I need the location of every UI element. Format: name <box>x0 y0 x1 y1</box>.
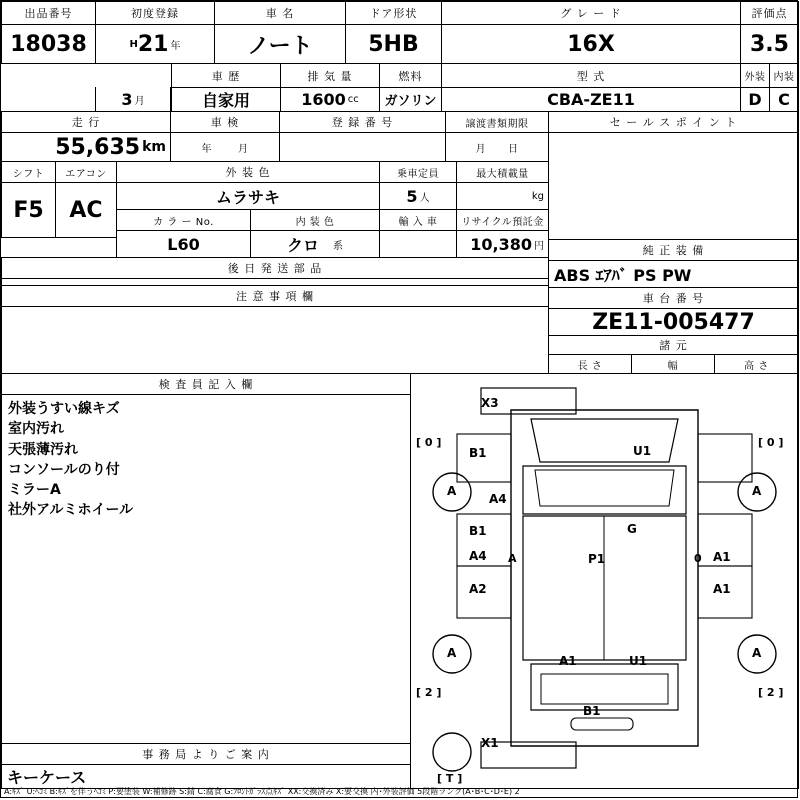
length-label: 長 さ <box>548 354 632 374</box>
mark-a2-lower-left: A2 <box>469 582 487 596</box>
mark-u1-bottom-right: U1 <box>629 654 648 668</box>
max-load-value-cell <box>456 182 549 210</box>
inspector-note-4: コンソールのり付 <box>8 461 120 478</box>
exterior-grade: D <box>740 87 770 112</box>
door-label: ドア形状 <box>345 1 442 25</box>
import-value <box>379 230 457 258</box>
caution-label: 注 意 事 項 欄 <box>1 285 549 307</box>
inspector-note-5: ミラーA <box>8 482 61 499</box>
grade-value: 16X <box>441 24 741 64</box>
legend-footer: A:ｷｽﾞ U:ﾍｺﾐ B:ｷｽﾞを伴うﾍｺﾐ P:要塗装 W:補修跡 S:錆 C:腐食 G:ﾌﾛﾝﾄｶﾞﾗｽ点ｷｽﾞ XX:交換済み X:要交換 内･外装評価 5段階ランク(A･B･C･D･E) 2 <box>4 787 520 796</box>
inspector-note-6: 社外アルミホイール <box>8 502 134 519</box>
mark-a4-mid-left: A4 <box>469 549 487 563</box>
recycle-value-cell <box>456 230 549 258</box>
displacement-label: 排 気 量 <box>280 63 380 88</box>
mark-g-center: G <box>627 522 637 536</box>
grade-label: グ レ ー ド <box>441 1 741 25</box>
car-outline-svg <box>411 374 798 788</box>
ext-color-value: ムラサキ <box>116 182 380 210</box>
office-value: キーケース <box>1 764 411 789</box>
sales-point-value <box>548 132 799 240</box>
reg-no-label: 登 録 番 号 <box>279 111 446 133</box>
genuine-equip-value: ABS ｴｱﾊﾞ PS PW <box>548 260 799 288</box>
mark-zero-left: A <box>508 552 517 565</box>
shaken-value-cell <box>170 132 280 162</box>
mark-bracket-right-top: [ 0 ] <box>758 436 784 449</box>
inspector-label: 検 査 員 記 入 欄 <box>1 373 411 395</box>
wheel-mark-front-right: A <box>752 484 762 498</box>
genuine-equip-label: 純 正 装 備 <box>548 239 799 261</box>
interior-grade: C <box>769 87 799 112</box>
car-damage-diagram <box>410 373 799 789</box>
mileage-label: 走 行 <box>1 111 171 133</box>
ac-label: エアコン <box>55 161 117 183</box>
reg-no-value <box>279 132 446 162</box>
first-reg-month <box>95 87 171 112</box>
int-color-value-cell <box>250 230 380 258</box>
seats-label: 乗車定員 <box>379 161 457 183</box>
transfer-label: 譲渡書類期限 <box>445 111 549 133</box>
mark-p1-center: P1 <box>588 552 606 566</box>
shift-value: F5 <box>1 182 56 238</box>
int-color-value: クロ <box>286 235 319 255</box>
recycle-unit: 円 <box>534 240 544 252</box>
mark-bracket-left-top: [ 0 ] <box>416 436 442 449</box>
lot-value: 18038 <box>1 24 96 64</box>
ext-color-label: 外 装 色 <box>116 161 380 183</box>
recycle-value: 10,380 <box>470 234 532 254</box>
mark-b1-bottom: B1 <box>583 704 601 718</box>
displacement-value: 1600 <box>301 90 346 109</box>
rating-label: 評価点 <box>740 1 799 25</box>
wheel-mark-rear-left: A <box>447 646 457 660</box>
history-label: 車 歴 <box>171 63 281 88</box>
office-label: 事 務 局 よ り ご 案 内 <box>1 743 411 765</box>
caution-value <box>1 306 549 374</box>
int-color-label: 内 装 色 <box>250 209 380 231</box>
mark-a1-bottom-left: A1 <box>559 654 577 668</box>
rating-value: 3.5 <box>740 24 799 64</box>
mark-zero-right: 0 <box>694 552 702 565</box>
chassis-label: 車 台 番 号 <box>548 287 799 309</box>
shift-label: シフト <box>1 161 56 183</box>
color-no-label: カ ラ ー No. <box>116 209 251 231</box>
mark-a4-top-left: A4 <box>489 492 507 506</box>
exterior-label: 外装 <box>740 63 770 88</box>
width-label: 幅 <box>631 354 715 374</box>
seats-value: 5 <box>406 186 418 206</box>
wheel-mark-rear-right: A <box>752 646 762 660</box>
max-load-unit: kg <box>531 190 544 202</box>
first-reg-year: 21 <box>137 31 169 57</box>
mark-x3: X3 <box>481 396 499 410</box>
mark-x1: X1 <box>481 736 499 750</box>
inspector-note-3: 天張薄汚れ <box>8 441 78 458</box>
history-value: 自家用 <box>171 87 281 112</box>
first-reg-month-value: 3 <box>121 89 133 109</box>
spacer-left <box>1 63 96 88</box>
first-reg-year-unit: 年 <box>170 40 181 52</box>
mark-bracket-left-bottom: [ 2 ] <box>416 686 442 699</box>
mark-a1-lower-right: A1 <box>713 582 731 596</box>
import-label: 輸 入 車 <box>379 209 457 231</box>
height-label: 高 さ <box>714 354 799 374</box>
transfer-day-unit: 日 <box>508 143 519 155</box>
mark-bracket-right-bottom: [ 2 ] <box>758 686 784 699</box>
recycle-label: リサイクル預託金 <box>456 209 549 231</box>
ac-value: AC <box>55 182 117 238</box>
interior-label: 内装 <box>769 63 799 88</box>
mileage-unit: km <box>142 139 166 155</box>
displacement-unit: cc <box>347 94 359 105</box>
inspector-notes <box>1 394 411 744</box>
car-name-label: 車 名 <box>214 1 346 25</box>
mark-t-bracket: [ T ] <box>437 772 463 785</box>
displacement-value-cell <box>280 87 380 112</box>
car-name-value: ノート <box>214 24 346 64</box>
later-parts-label: 後 日 発 送 部 品 <box>1 257 549 279</box>
mark-b1-top-left: B1 <box>469 446 487 460</box>
wheel-mark-front-left: A <box>447 484 457 498</box>
sales-point-label: セ ー ル ス ポ イ ン ト <box>548 111 799 133</box>
mark-u1-top-right: U1 <box>633 444 652 458</box>
inspector-note-1: 外装うすい線キズ <box>8 401 120 417</box>
transfer-month-unit: 月 <box>475 143 486 155</box>
shaken-month-unit: 月 <box>238 143 249 155</box>
first-reg-label: 初度登録 <box>95 1 215 25</box>
color-no-value: L60 <box>116 230 251 258</box>
lot-label: 出品番号 <box>1 1 96 25</box>
seats-unit: 人 <box>419 192 430 204</box>
fuel-label: 燃料 <box>379 63 442 88</box>
mileage-value-cell <box>1 132 171 162</box>
dimensions-label: 諸 元 <box>548 335 799 355</box>
door-value: 5HB <box>345 24 442 64</box>
mark-a1-mid-right: A1 <box>713 550 731 564</box>
model-code-label: 型 式 <box>441 63 741 88</box>
lot-spacer <box>1 87 96 112</box>
first-reg-era: H <box>129 38 138 50</box>
int-color-suffix: 系 <box>333 240 343 252</box>
mark-b1-mid-left: B1 <box>469 524 487 538</box>
max-load-label: 最大積載量 <box>456 161 549 183</box>
first-reg-month-unit: 月 <box>134 95 145 107</box>
fuel-value: ガソリン <box>379 87 442 112</box>
seats-value-cell <box>379 182 457 210</box>
chassis-value: ZE11-005477 <box>548 308 799 336</box>
transfer-value-cell <box>445 132 549 162</box>
mileage-value: 55,635 <box>55 134 141 160</box>
shaken-label: 車 検 <box>170 111 280 133</box>
model-code-value: CBA-ZE11 <box>441 87 741 112</box>
shaken-year-unit: 年 <box>201 143 212 155</box>
inspector-note-2: 室内汚れ <box>8 421 64 438</box>
first-registration <box>95 24 215 64</box>
